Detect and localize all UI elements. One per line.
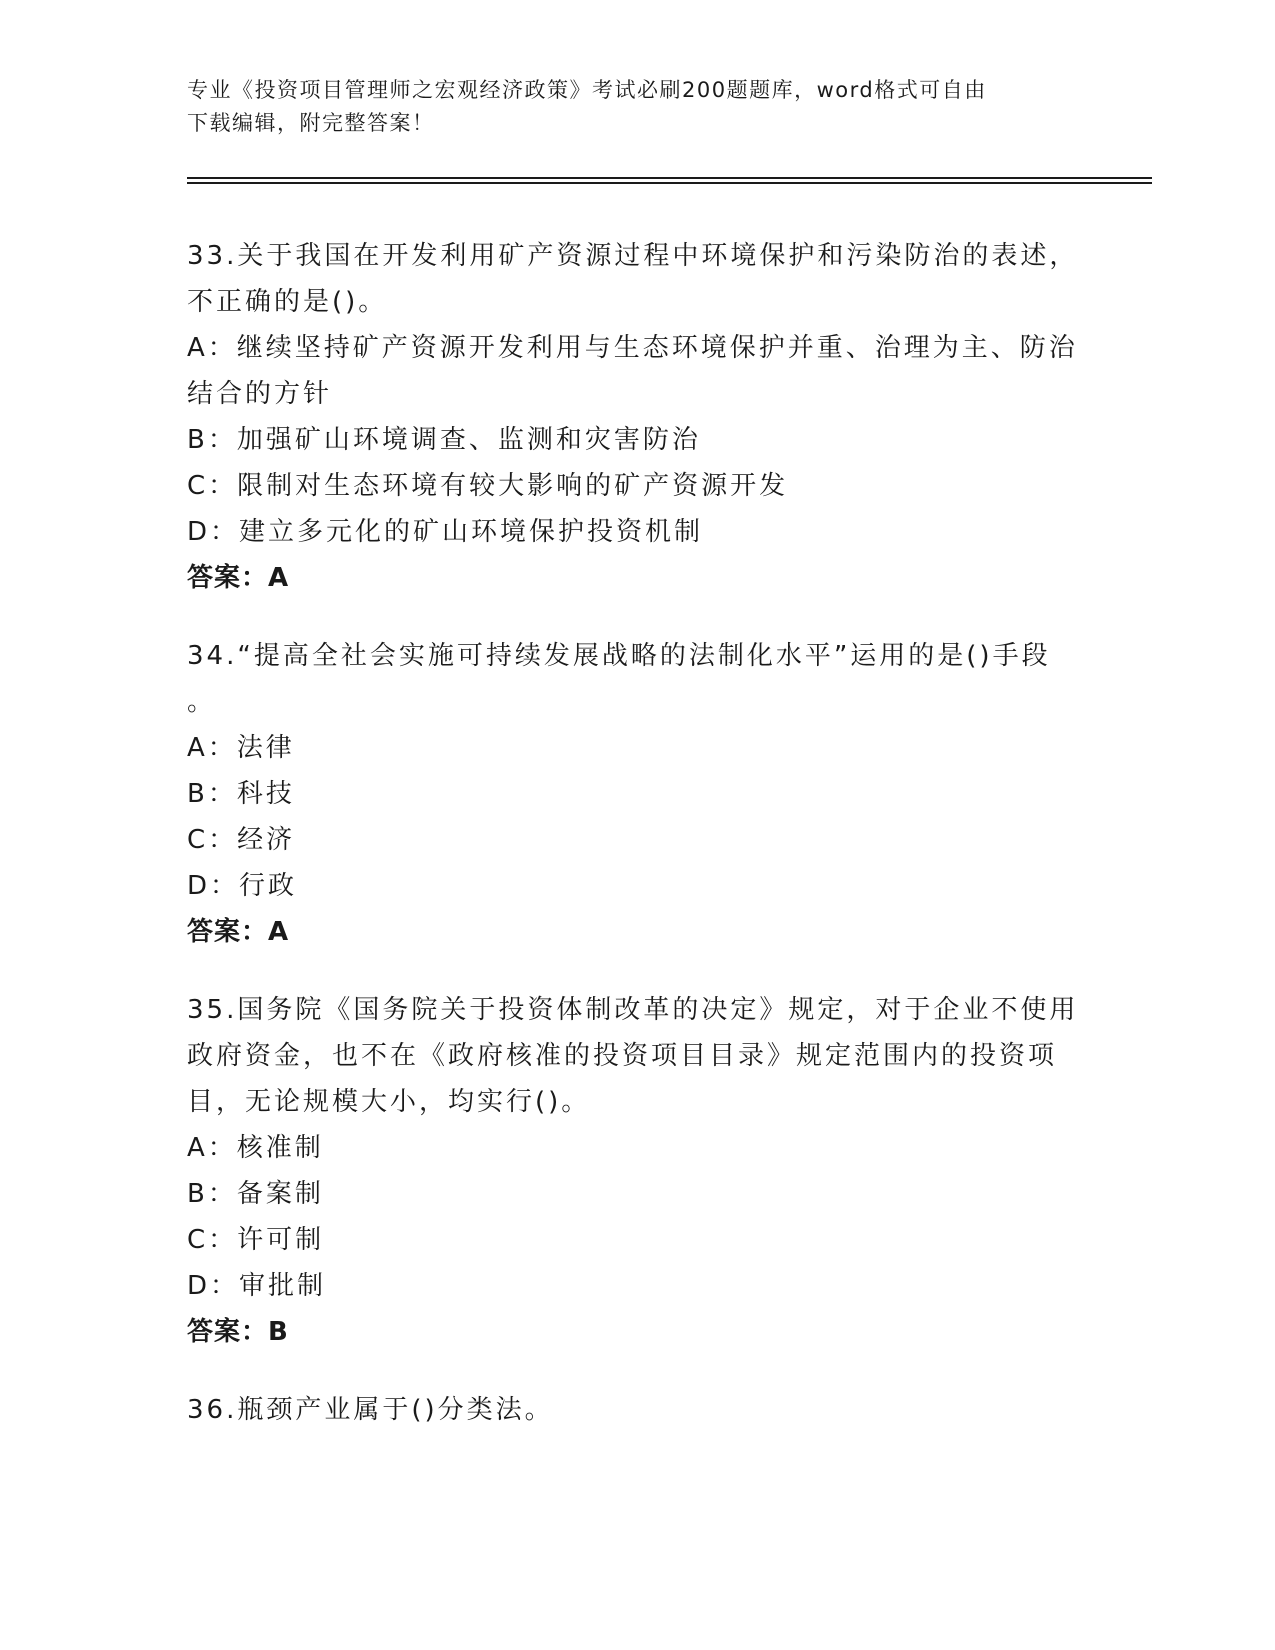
header-line-2: 下载编辑，附完整答案！ bbox=[187, 111, 435, 135]
option-a: A：法律 bbox=[187, 733, 295, 763]
option-a: A：继续坚持矿产资源开发利用与生态环境保护并重、治理为主、防治 bbox=[187, 333, 1078, 363]
question-text-line: 34.“提高全社会实施可持续发展战略的法制化水平”运用的是()手段 bbox=[187, 641, 1051, 671]
option-d: D：审批制 bbox=[187, 1271, 327, 1301]
question-36 bbox=[187, 1387, 1082, 1433]
option-a-continued: 结合的方针 bbox=[187, 379, 333, 409]
option-b: B：加强矿山环境调查、监测和灾害防治 bbox=[187, 425, 701, 455]
answer: 答案：A bbox=[187, 563, 290, 593]
option-c: C：许可制 bbox=[187, 1225, 325, 1255]
question-text-line: 33.关于我国在开发利用矿产资源过程中环境保护和污染防治的表述， bbox=[187, 241, 1079, 271]
question-text-line: 35.国务院《国务院关于投资体制改革的决定》规定，对于企业不使用 bbox=[187, 995, 1079, 1025]
question-text-line: 政府资金，也不在《政府核准的投资项目目录》规定范围内的投资项 bbox=[187, 1041, 1058, 1071]
question-text-line: 不正确的是()。 bbox=[187, 287, 388, 317]
answer: 答案：B bbox=[187, 1317, 289, 1347]
option-d: D：建立多元化的矿山环境保护投资机制 bbox=[187, 517, 704, 547]
question-list bbox=[187, 233, 1082, 1465]
header-divider-top bbox=[187, 177, 1152, 179]
question-text-line: 36.瓶颈产业属于()分类法。 bbox=[187, 1395, 554, 1425]
option-c: C：经济 bbox=[187, 825, 296, 855]
question-text-line: 目，无论规模大小，均实行()。 bbox=[187, 1087, 591, 1117]
header-line-1: 专业《投资项目管理师之宏观经济政策》考试必刷200题题库，word格式可自由 bbox=[187, 78, 987, 102]
question-34 bbox=[187, 633, 1082, 955]
answer: 答案：A bbox=[187, 917, 290, 947]
question-text-line: 。 bbox=[187, 687, 217, 717]
option-a: A：核准制 bbox=[187, 1133, 324, 1163]
option-b: B：科技 bbox=[187, 779, 295, 809]
question-33 bbox=[187, 233, 1082, 601]
question-35 bbox=[187, 987, 1082, 1355]
header-divider-bottom bbox=[187, 182, 1152, 184]
option-d: D：行政 bbox=[187, 871, 298, 901]
option-b: B：备案制 bbox=[187, 1179, 324, 1209]
document-header bbox=[187, 74, 1067, 140]
option-c: C：限制对生态环境有较大影响的矿产资源开发 bbox=[187, 471, 789, 501]
